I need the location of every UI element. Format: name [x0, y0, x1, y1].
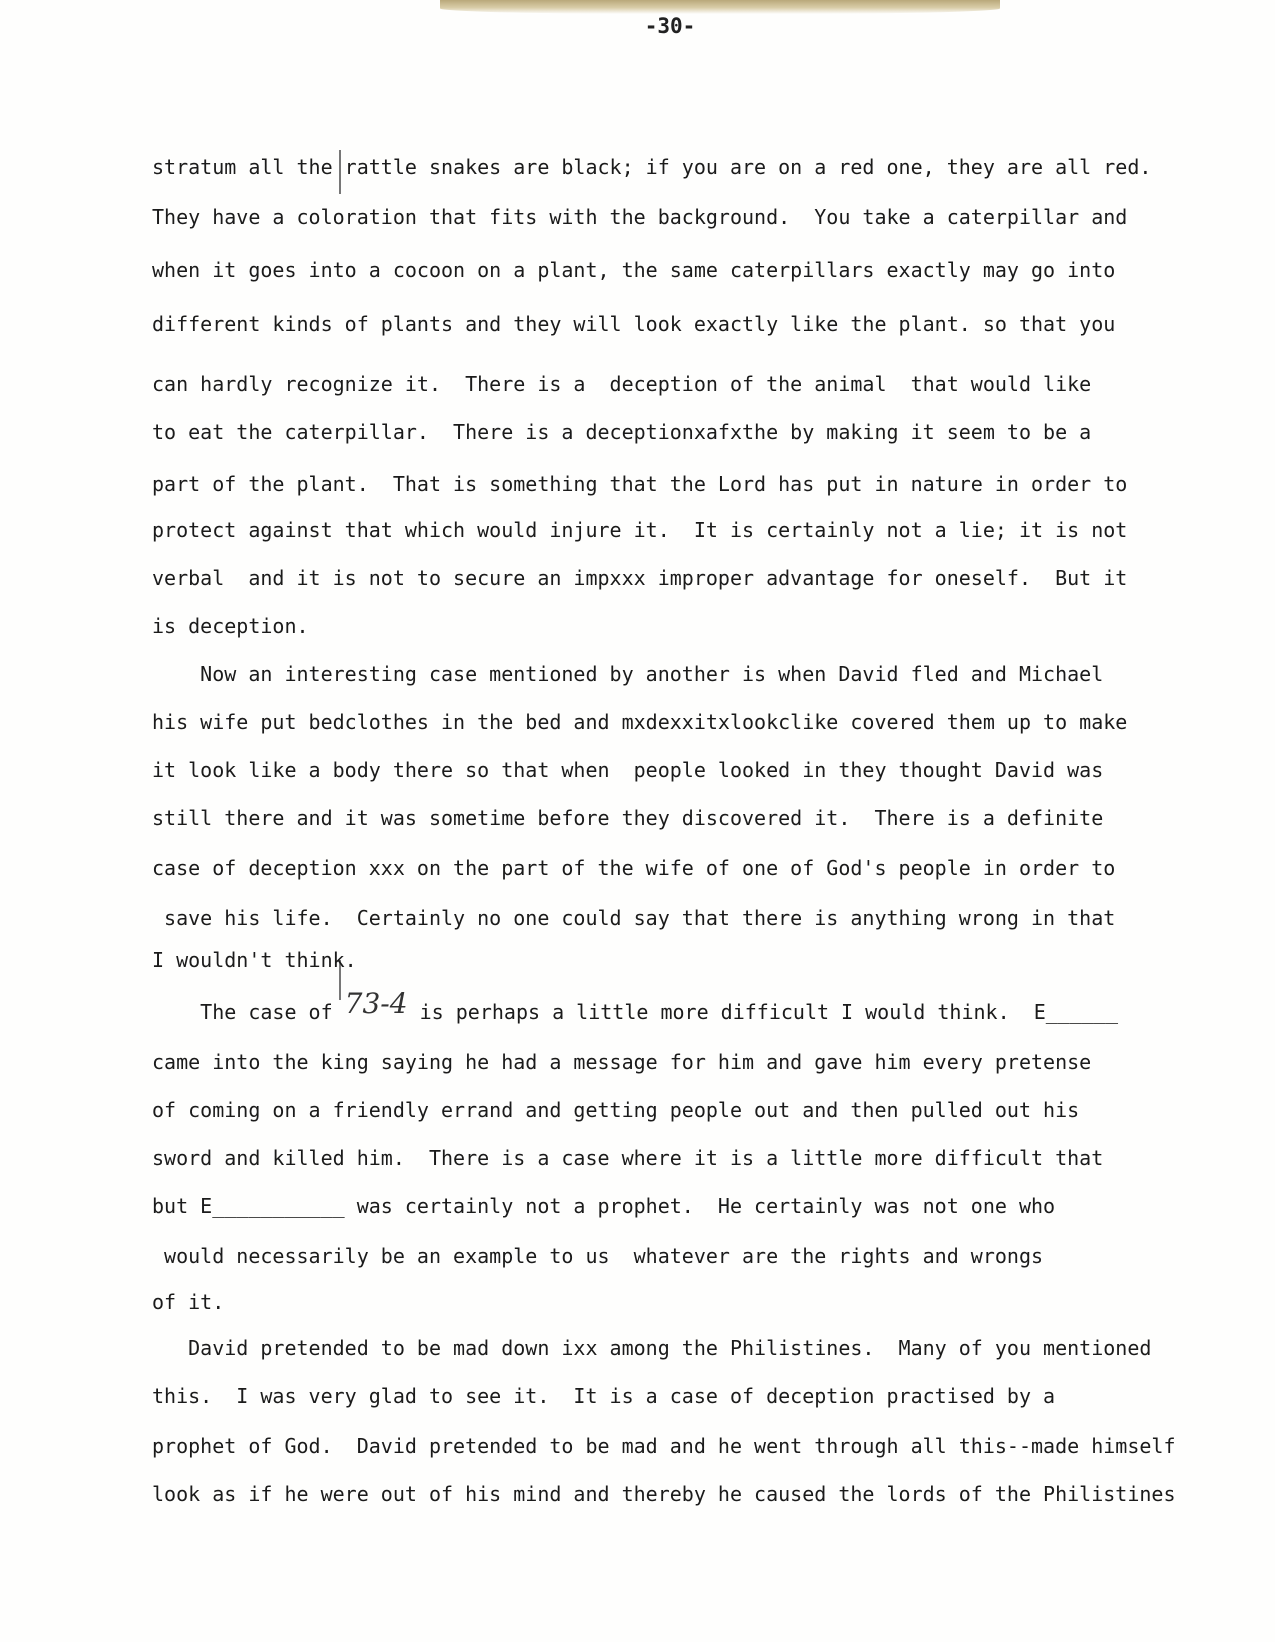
text-line: but E___________ was certainly not a prophet. He certainly was not one who	[152, 1194, 1056, 1218]
text-line: is deception.	[152, 614, 309, 638]
handwritten-note: 73-4	[344, 987, 408, 1020]
text-line: different kinds of plants and they will look exactly like the plant. so that you	[152, 312, 1116, 336]
text-line: David pretended to be mad down ixx among the Philistines. Many of you mentioned	[152, 1336, 1152, 1360]
text-line: would necessarily be an example to us whatever are the rights and wrongs	[152, 1244, 1044, 1268]
text-line: verbal and it is not to secure an impxxx improper advantage for oneself. But it	[152, 566, 1128, 590]
text-line: this. I was very glad to see it. It is a case of deception practised by a	[152, 1384, 1056, 1408]
page-number: -30-	[644, 14, 696, 38]
text-segment: The case of	[152, 1000, 333, 1024]
paper-stain	[440, 0, 1000, 14]
text-line: came into the king saying he had a message for him and gave him every pretense	[152, 1050, 1092, 1074]
text-line: stratum all the rattle snakes are black; if you are on a red one, they are all red.	[152, 155, 1152, 179]
text-line: when it goes into a cocoon on a plant, the same caterpillars exactly may go into	[152, 258, 1116, 282]
text-line: look as if he were out of his mind and thereby he caused the lords of the Philistines	[152, 1482, 1176, 1506]
text-line: Now an interesting case mentioned by another is when David fled and Michael	[152, 662, 1104, 686]
text-line: of it.	[152, 1290, 225, 1314]
text-line: prophet of God. David pretended to be mad and he went through all this--made himself	[152, 1434, 1176, 1458]
text-line: to eat the caterpillar. There is a deceptionxafxthe by making it seem to be a	[152, 420, 1092, 444]
text-line: I wouldn't think.	[152, 948, 357, 972]
text-line: case of deception xxx on the part of the wife of one of God's people in order to	[152, 856, 1116, 880]
text-line	[152, 987, 1119, 1024]
text-line: of coming on a friendly errand and getting people out and then pulled out his	[152, 1098, 1080, 1122]
text-line: part of the plant. That is something that the Lord has put in nature in order to	[152, 472, 1128, 496]
text-line: They have a coloration that fits with the background. You take a caterpillar and	[152, 205, 1128, 229]
text-line: sword and killed him. There is a case where it is a little more difficult that	[152, 1146, 1104, 1170]
text-line: protect against that which would injure it. It is certainly not a lie; it is not	[152, 518, 1128, 542]
text-segment: is perhaps a little more difficult I would think. E______	[419, 1000, 1119, 1024]
text-line: still there and it was sometime before they discovered it. There is a definite	[152, 806, 1104, 830]
text-line: can hardly recognize it. There is a deception of the animal that would like	[152, 372, 1092, 396]
text-line: his wife put bedclothes in the bed and mxdexxitxlookclike covered them up to make	[152, 710, 1128, 734]
text-line: it look like a body there so that when people looked in they thought David was	[152, 758, 1104, 782]
text-line: save his life. Certainly no one could say that there is anything wrong in that	[152, 906, 1116, 930]
